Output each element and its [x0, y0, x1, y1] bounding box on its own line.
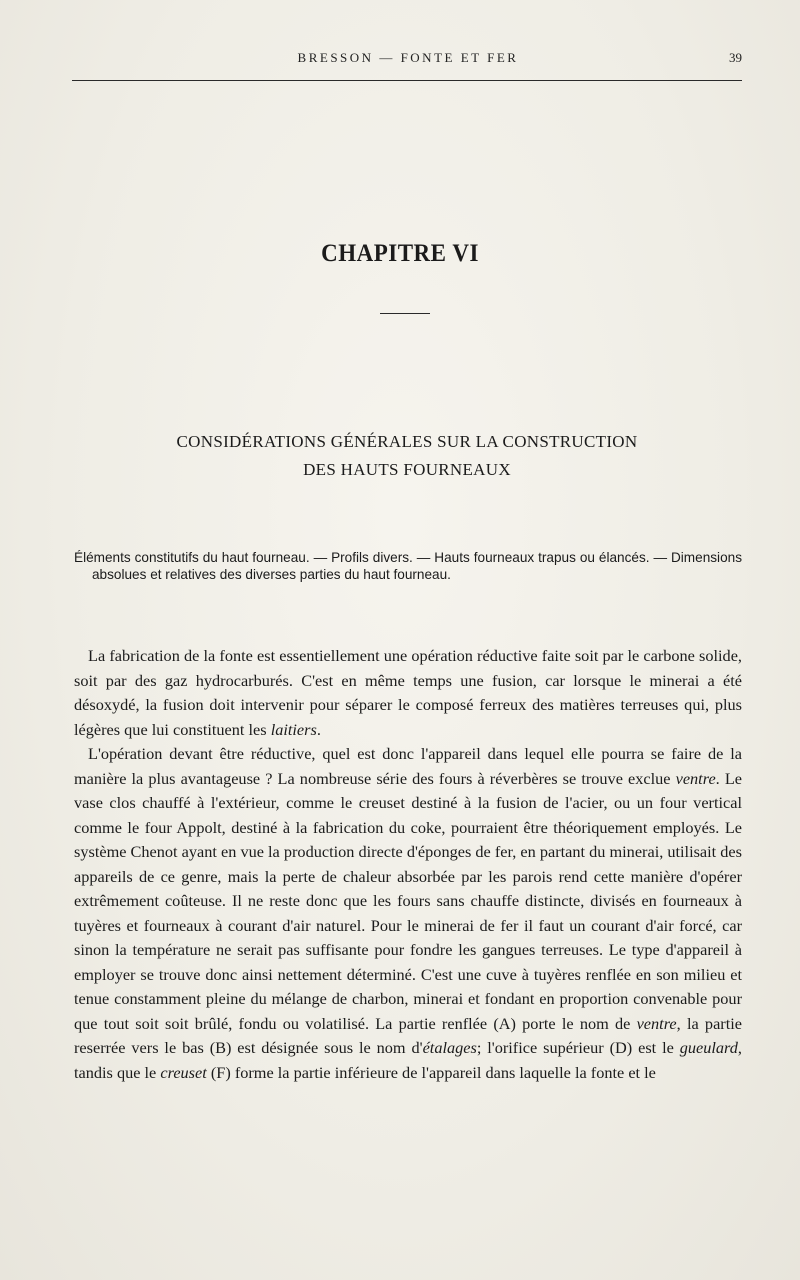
body-text: [74, 644, 742, 1085]
header-rule: [72, 80, 742, 81]
term-ventre: ventre: [636, 1013, 677, 1033]
page-number: 39: [729, 50, 742, 65]
paragraph-2-text-b: . Le vase clos chauffé à l'extérieur, comme le creuset destiné à la fusion de l'acier, ou un four vertical comme le four Appolt, destiné à la fabrication du coke, pourraient être théoriquement employés. Le système Chenot ayant en vue la production directe d'éponges de fer, en partant du minerai, utilisait des appareils de ce genre, mais la perte de chaleur absorbée par les parois rend cette manière d'opérer extrêmement coûteuse. Il ne reste donc que les fours sans chauffe distincte, divisés en fourneaux à tuyères et fourneaux à courant d'air naturel. Pour le minerai de fer il faut un courant d'air forcé, car sinon la température ne serait pas suffisante pour fondre les gangues terreuses. Le type d'appareil à employer se trouve donc ainsi nettement déterminé. C'est une cuve à tuyères renflée en son milieu et tenue constamment pleine du mélange de charbon, minerai et fondant en proportion convenable pour que tout soit soit brûlé, fondu ou volatilisé. La partie renflée (A) porte le nom de: [74, 768, 743, 1033]
section-title-line-1: CONSIDÉRATIONS GÉNÉRALES SUR LA CONSTRUCTION: [176, 432, 638, 451]
section-title-line-2: DES HAUTS FOURNEAUX: [303, 460, 511, 479]
term-gueulard: gueulard: [679, 1038, 738, 1057]
term-laitiers: laitiers: [270, 719, 317, 739]
summary-text: Éléments constitutifs du haut fourneau. — Profils divers. — Hauts fourneaux trapus ou élancés. — Dimensions absolues et relatives des diverses parties du haut fourneau.: [74, 550, 742, 582]
running-head: [74, 50, 742, 70]
paragraph-2-text-c: , la partie reserrée vers le bas (B) est désignée sous le nom d': [74, 1013, 742, 1057]
chapter-rule: [380, 313, 430, 314]
paragraph-2-text-a: L'opération devant être réductive, quel est donc l'appareil dans lequel elle pourra se faire de la manière la plus avantageuse ? La nombreuse série des fours à réverbères se trouve exclue: [74, 744, 742, 788]
paragraph-2-text-e: , tandis que le: [74, 1038, 742, 1082]
section-title: [74, 428, 740, 484]
paragraph-1-text: La fabrication de la fonte est essentiellement une opération réductive faite soit par le carbone solide, soit par des gaz hydrocarburés. C'est en même temps une fusion, car lorsque le minerai a été désoxydé, la fusion doit intervenir pour séparer le composé ferreux des matières terreuses qui, plus légères que lui constituent les: [74, 646, 742, 739]
paragraph-1-end: .: [316, 719, 321, 739]
chapter-summary: [74, 549, 742, 583]
paragraph-2: [74, 742, 742, 1085]
running-title: BRESSON — FONTE ET FER: [297, 50, 519, 65]
term-creuset: creuset: [160, 1062, 207, 1082]
term-etalages: étalages: [422, 1038, 477, 1057]
paragraph-1: [74, 644, 742, 742]
term-a-priori: ventre: [675, 768, 716, 788]
paragraph-2-text-d: ; l'orifice supérieur (D) est le: [476, 1038, 680, 1057]
paragraph-2-text-f: (F) forme la partie inférieure de l'appareil dans laquelle la fonte et le: [206, 1062, 656, 1082]
chapter-heading: CHAPITRE VI: [321, 238, 479, 267]
